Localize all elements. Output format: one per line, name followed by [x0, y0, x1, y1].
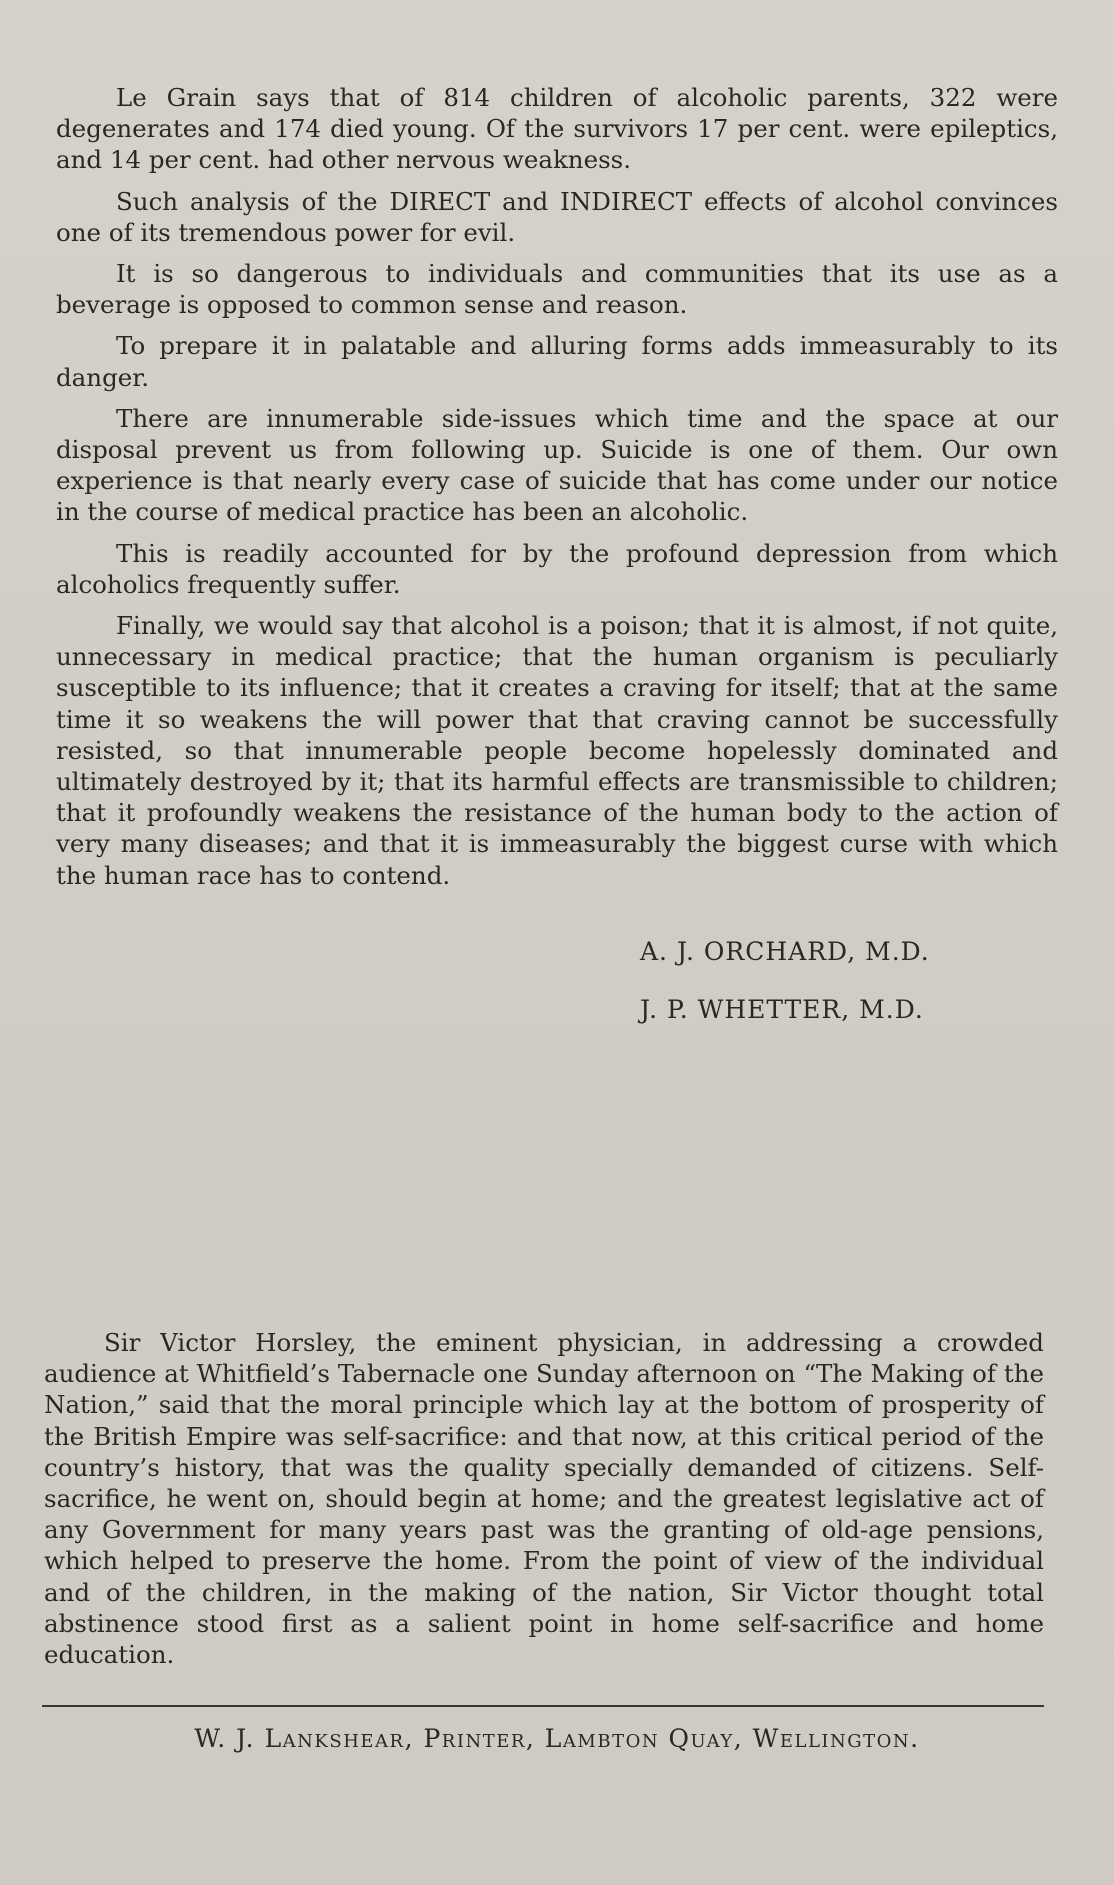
printer-imprint: W. J. Lankshear, Printer, Lambton Quay, Wellington. [194, 1724, 920, 1753]
paragraph: Finally, we would say that alcohol is a poison; that it is almost, if not quite, unnecessary in medical practice; that the human organism is peculiarly susceptible to its influence; that it creates a craving for itself; that at the same time it so weakens the will power that that craving cannot be successfully resisted, so that innumerable people become hopelessly dominated and ultimately destroyed by it; that its harmful effects are transmissible to children; that it profoundly weakens the resistance of the human body to the action of very many diseases; and that it is immeasurably the biggest curse with which the human race has to contend. [56, 611, 1058, 890]
article-body [56, 82, 1058, 1025]
paragraph: Such analysis of the DIRECT and INDIRECT effects of alcohol convinces one of its tremendous power for evil. [56, 186, 1058, 247]
paragraph: It is so dangerous to individuals and communities that its use as a beverage is opposed to common sense and reason. [56, 259, 1058, 320]
signature-orchard: A. J. ORCHARD, M.D. [640, 936, 930, 966]
paragraph: Le Grain says that of 814 children of alcoholic parents, 322 were degenerates and 174 died young. Of the survivors 17 per cent. were epileptics, and 14 per cent. had other nervous weakness. [56, 83, 1058, 175]
signature-whetter: J. P. WHETTER, M.D. [640, 994, 924, 1024]
paragraph: There are innumerable side-issues which time and the space at our disposal prevent us from following up. Suicide is one of them. Our own experience is that nearly every case of suicide that has come under our notice in the course of medical practice has been an alcoholic. [56, 403, 1058, 527]
horsley-note [44, 1327, 1044, 1670]
paragraph: To prepare it in palatable and alluring forms adds immeasurably to its danger. [56, 331, 1058, 392]
footer-rule [42, 1705, 1044, 1707]
paragraph: Sir Victor Horsley, the eminent physician, in addressing a crowded audience at Whitfield’s Tabernacle one Sunday afternoon on “The Making of the Nation,” said that the moral principle which lay at the bottom of prosperity of the British Empire was self-sacrifice: and that now, at this critical period of the country’s history, that was the quality specially demanded of citizens. Self-sacrifice, he went on, should begin at home; and the greatest legislative act of any Government for many years past was the granting of old-age pensions, which helped to preserve the home. From the point of view of the individual and of the children, in the making of the nation, Sir Victor thought total abstinence stood first as a salient point in home self-sacrifice and home education. [44, 1328, 1044, 1670]
paragraph: This is readily accounted for by the profound depression from which alcoholics frequently suffer. [56, 538, 1058, 599]
